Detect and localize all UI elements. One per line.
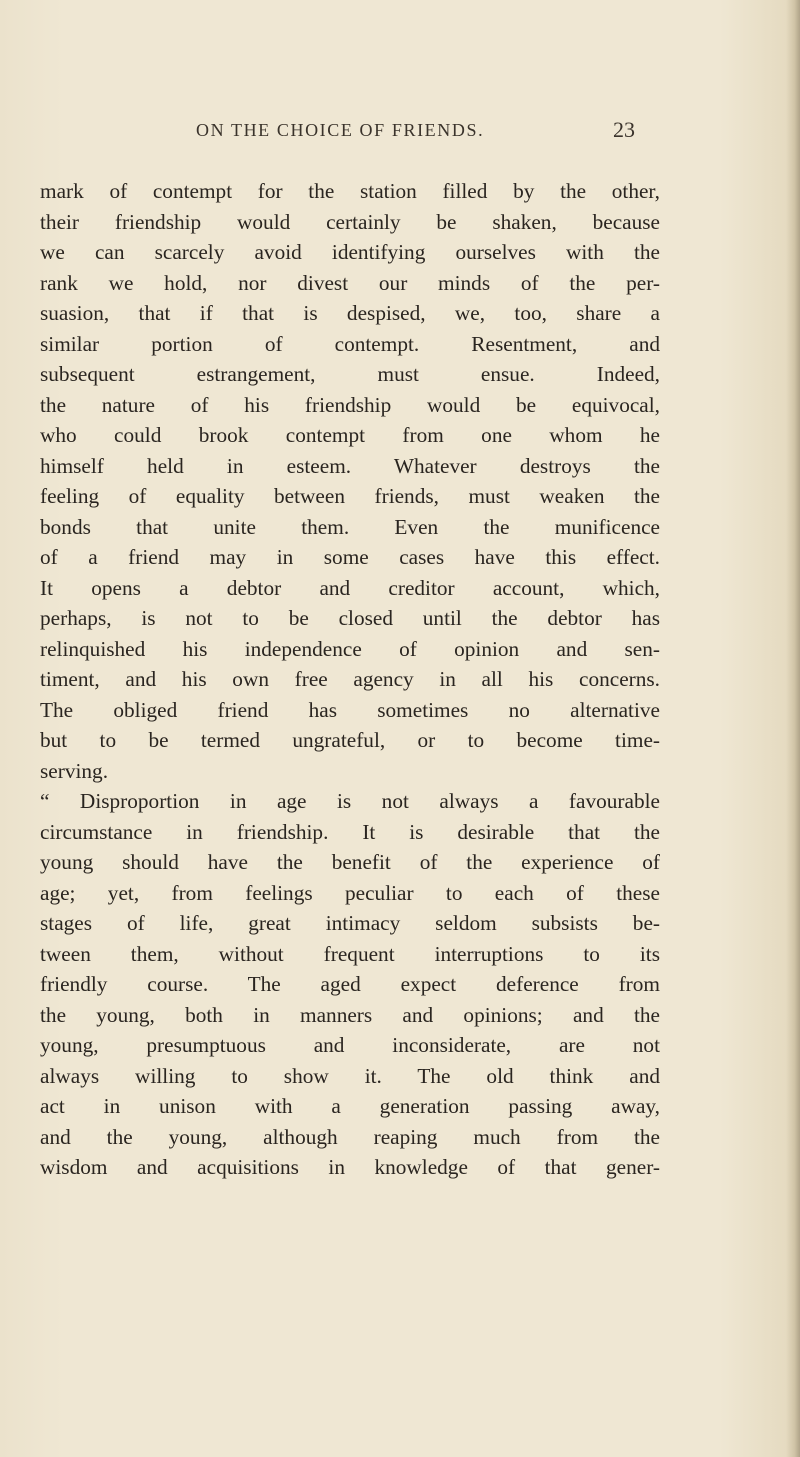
text-line: stages of life, great intimacy seldom subsists be-	[40, 911, 660, 935]
text-line: suasion, that if that is despised, we, too, share a	[40, 301, 660, 325]
text-line: always willing to show it. The old think and	[40, 1063, 660, 1088]
text-line: of a friend may in some cases have this effect.	[40, 545, 660, 569]
text-line: young, presumptuous and inconsiderate, are not	[40, 1033, 660, 1057]
text-line: the nature of his friendship would be equivocal,	[40, 392, 660, 417]
text-line: and the young, although reaping much from the	[40, 1124, 660, 1149]
text-line: himself held in esteem. Whatever destroys the	[40, 453, 660, 478]
text-line: relinquished his independence of opinion and sen-	[40, 636, 660, 661]
text-line: similar portion of contempt. Resentment, and	[40, 331, 660, 356]
body-text	[40, 176, 660, 1183]
text-line: age; yet, from feelings peculiar to each of these	[40, 880, 660, 905]
text-line: we can scarcely avoid identifying ourselves with the	[40, 240, 660, 264]
running-head: ON THE CHOICE OF FRIENDS.	[196, 120, 485, 140]
text-line: friendly course. The aged expect deference from	[40, 972, 660, 996]
text-line: act in unison with a generation passing away,	[40, 1094, 660, 1118]
text-line: circumstance in friendship. It is desirable that the	[40, 819, 660, 844]
page-edge-shadow	[786, 0, 800, 1457]
text-line: subsequent estrangement, must ensue. Indeed,	[40, 362, 660, 386]
text-line: but to be termed ungrateful, or to become time-	[40, 728, 660, 752]
text-line: The obliged friend has sometimes no alternative	[40, 697, 660, 722]
page-header	[0, 117, 800, 150]
text-line: who could brook contempt from one whom he	[40, 423, 660, 447]
text-line: young should have the benefit of the experience of	[40, 850, 660, 874]
text-line: rank we hold, nor divest our minds of the per-	[40, 270, 660, 295]
text-line: bonds that unite them. Even the munificence	[40, 514, 660, 539]
text-line: “ Disproportion in age is not always a favourable	[40, 789, 660, 813]
text-line: feeling of equality between friends, must weaken the	[40, 484, 660, 508]
text-line: serving.	[40, 758, 109, 783]
text-line: wisdom and acquisitions in knowledge of that gener-	[40, 1155, 660, 1179]
text-line: the young, both in manners and opinions; and the	[40, 1002, 660, 1027]
text-line: tween them, without frequent interruptions to its	[40, 941, 660, 966]
text-line: their friendship would certainly be shaken, because	[40, 209, 660, 234]
text-line: perhaps, is not to be closed until the debtor has	[40, 606, 660, 630]
page-number: 23	[613, 117, 635, 142]
text-line: mark of contempt for the station filled by the other,	[40, 179, 660, 203]
text-line: timent, and his own free agency in all his concerns.	[40, 667, 660, 691]
text-line: It opens a debtor and creditor account, which,	[40, 575, 660, 600]
